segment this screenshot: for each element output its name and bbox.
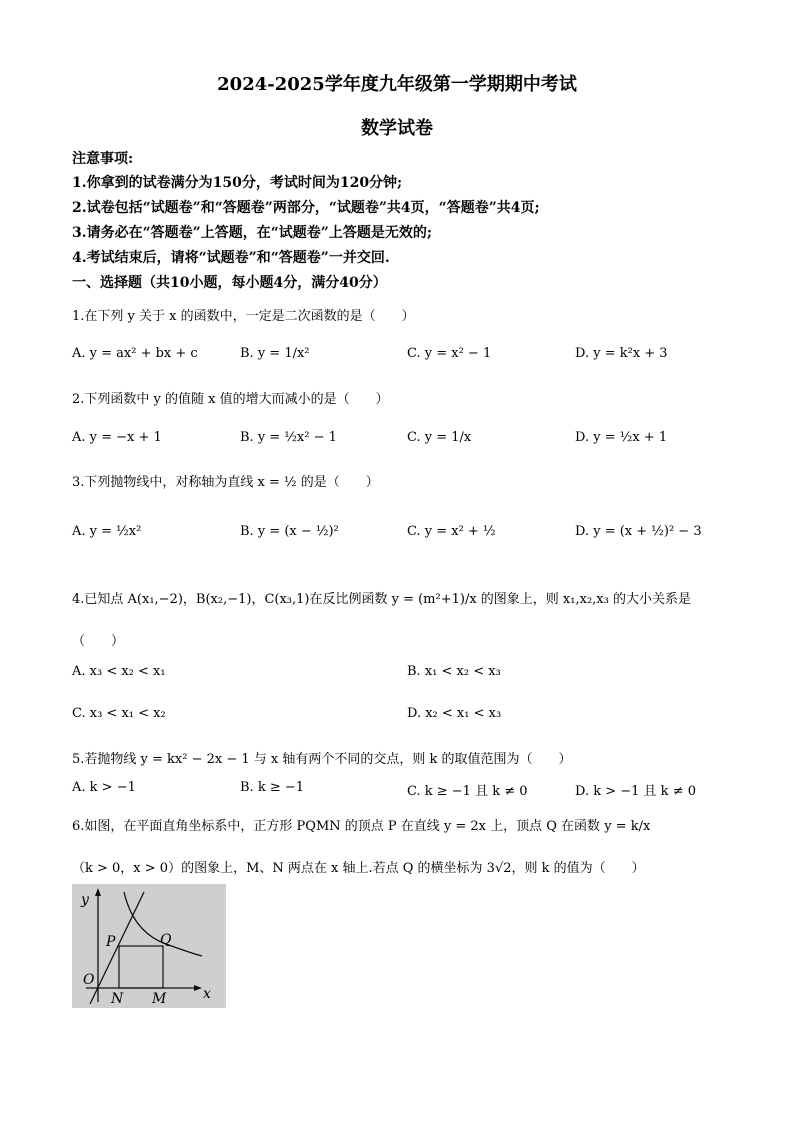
q2-option-b: B. y = ½x² − 1 bbox=[240, 430, 337, 445]
q4-option-b: B. x₁ < x₂ < x₃ bbox=[407, 664, 501, 679]
question-6-stem-line1: 6.如图，在平面直角坐标系中，正方形 PQMN 的顶点 P 在直线 y = 2x 上，顶点 Q 在函数 y = k/x bbox=[72, 819, 651, 834]
q5-option-a: A. k > −1 bbox=[72, 780, 136, 795]
q5-option-c: C. k ≥ −1 且 k ≠ 0 bbox=[407, 784, 528, 799]
q3-option-b: B. y = (x − ½)² bbox=[240, 524, 339, 539]
question-2-stem: 2.下列函数中 y 的值随 x 值的增大而减小的是（ ） bbox=[72, 392, 389, 407]
notice-item: 4.考试结束后，请将“试题卷”和“答题卷”一并交回. bbox=[72, 250, 390, 266]
notice-item: 2.试卷包括“试题卷”和“答题卷”两部分，“试题卷”共4页，“答题卷”共4页; bbox=[72, 200, 540, 216]
label-q: Q bbox=[160, 932, 172, 948]
question-4-blank: （ ） bbox=[72, 634, 125, 649]
q5-option-d: D. k > −1 且 k ≠ 0 bbox=[575, 784, 696, 799]
label-origin: O bbox=[83, 972, 95, 988]
q4-option-c: C. x₃ < x₁ < x₂ bbox=[72, 706, 166, 721]
label-y: y bbox=[81, 892, 89, 908]
q1-option-c: C. y = x² − 1 bbox=[407, 346, 492, 361]
question-5-stem: 5.若抛物线 y = kx² − 2x − 1 与 x 轴有两个不同的交点，则 k 的取值范围为（ ） bbox=[72, 752, 572, 767]
label-x: x bbox=[203, 986, 211, 1002]
q6-figure-graph bbox=[72, 884, 226, 1008]
q1-option-b: B. y = 1/x² bbox=[240, 346, 310, 361]
q4-option-a: A. x₃ < x₂ < x₁ bbox=[72, 664, 166, 679]
label-p: P bbox=[106, 934, 116, 950]
q1-option-d: D. y = k²x + 3 bbox=[575, 346, 668, 361]
exam-subtitle: 数学试卷 bbox=[361, 118, 433, 139]
q2-option-d: D. y = ½x + 1 bbox=[575, 430, 668, 445]
q3-option-a: A. y = ½x² bbox=[72, 524, 142, 539]
q3-option-d: D. y = (x + ½)² − 3 bbox=[575, 524, 702, 539]
question-6-stem-line2: （k > 0，x > 0）的图象上，M、N 两点在 x 轴上.若点 Q 的横坐标为 3√2，则 k 的值为（ ） bbox=[72, 861, 645, 876]
notice-item: 1.你拿到的试卷满分为150分，考试时间为120分钟; bbox=[72, 175, 403, 191]
q6-figure bbox=[72, 884, 226, 1008]
q5-option-b: B. k ≥ −1 bbox=[240, 780, 305, 795]
section-heading: 一、选择题（共10小题，每小题4分，满分40分） bbox=[72, 275, 387, 291]
question-4-stem: 4.已知点 A(x₁,−2)，B(x₂,−1)，C(x₃,1)在反比例函数 y = (m²+1)/x 的图象上，则 x₁,x₂,x₃ 的大小关系是 bbox=[72, 592, 691, 607]
q2-option-a: A. y = −x + 1 bbox=[72, 430, 162, 445]
q2-option-c: C. y = 1/x bbox=[407, 430, 472, 445]
label-m: M bbox=[152, 991, 167, 1007]
q3-option-c: C. y = x² + ½ bbox=[407, 524, 496, 539]
q4-option-d: D. x₂ < x₁ < x₃ bbox=[407, 706, 502, 721]
question-3-stem: 3.下列抛物线中，对称轴为直线 x = ½ 的是（ ） bbox=[72, 475, 379, 490]
notice-heading: 注意事项: bbox=[72, 151, 134, 167]
notice-item: 3.请务必在“答题卷”上答题，在“试题卷”上答题是无效的; bbox=[72, 225, 432, 241]
exam-title: 2024-2025学年度九年级第一学期期中考试 bbox=[217, 74, 577, 95]
q1-option-a: A. y = ax² + bx + c bbox=[72, 346, 198, 361]
label-n: N bbox=[111, 991, 124, 1007]
question-1-stem: 1.在下列 y 关于 x 的函数中，一定是二次函数的是（ ） bbox=[72, 309, 415, 324]
